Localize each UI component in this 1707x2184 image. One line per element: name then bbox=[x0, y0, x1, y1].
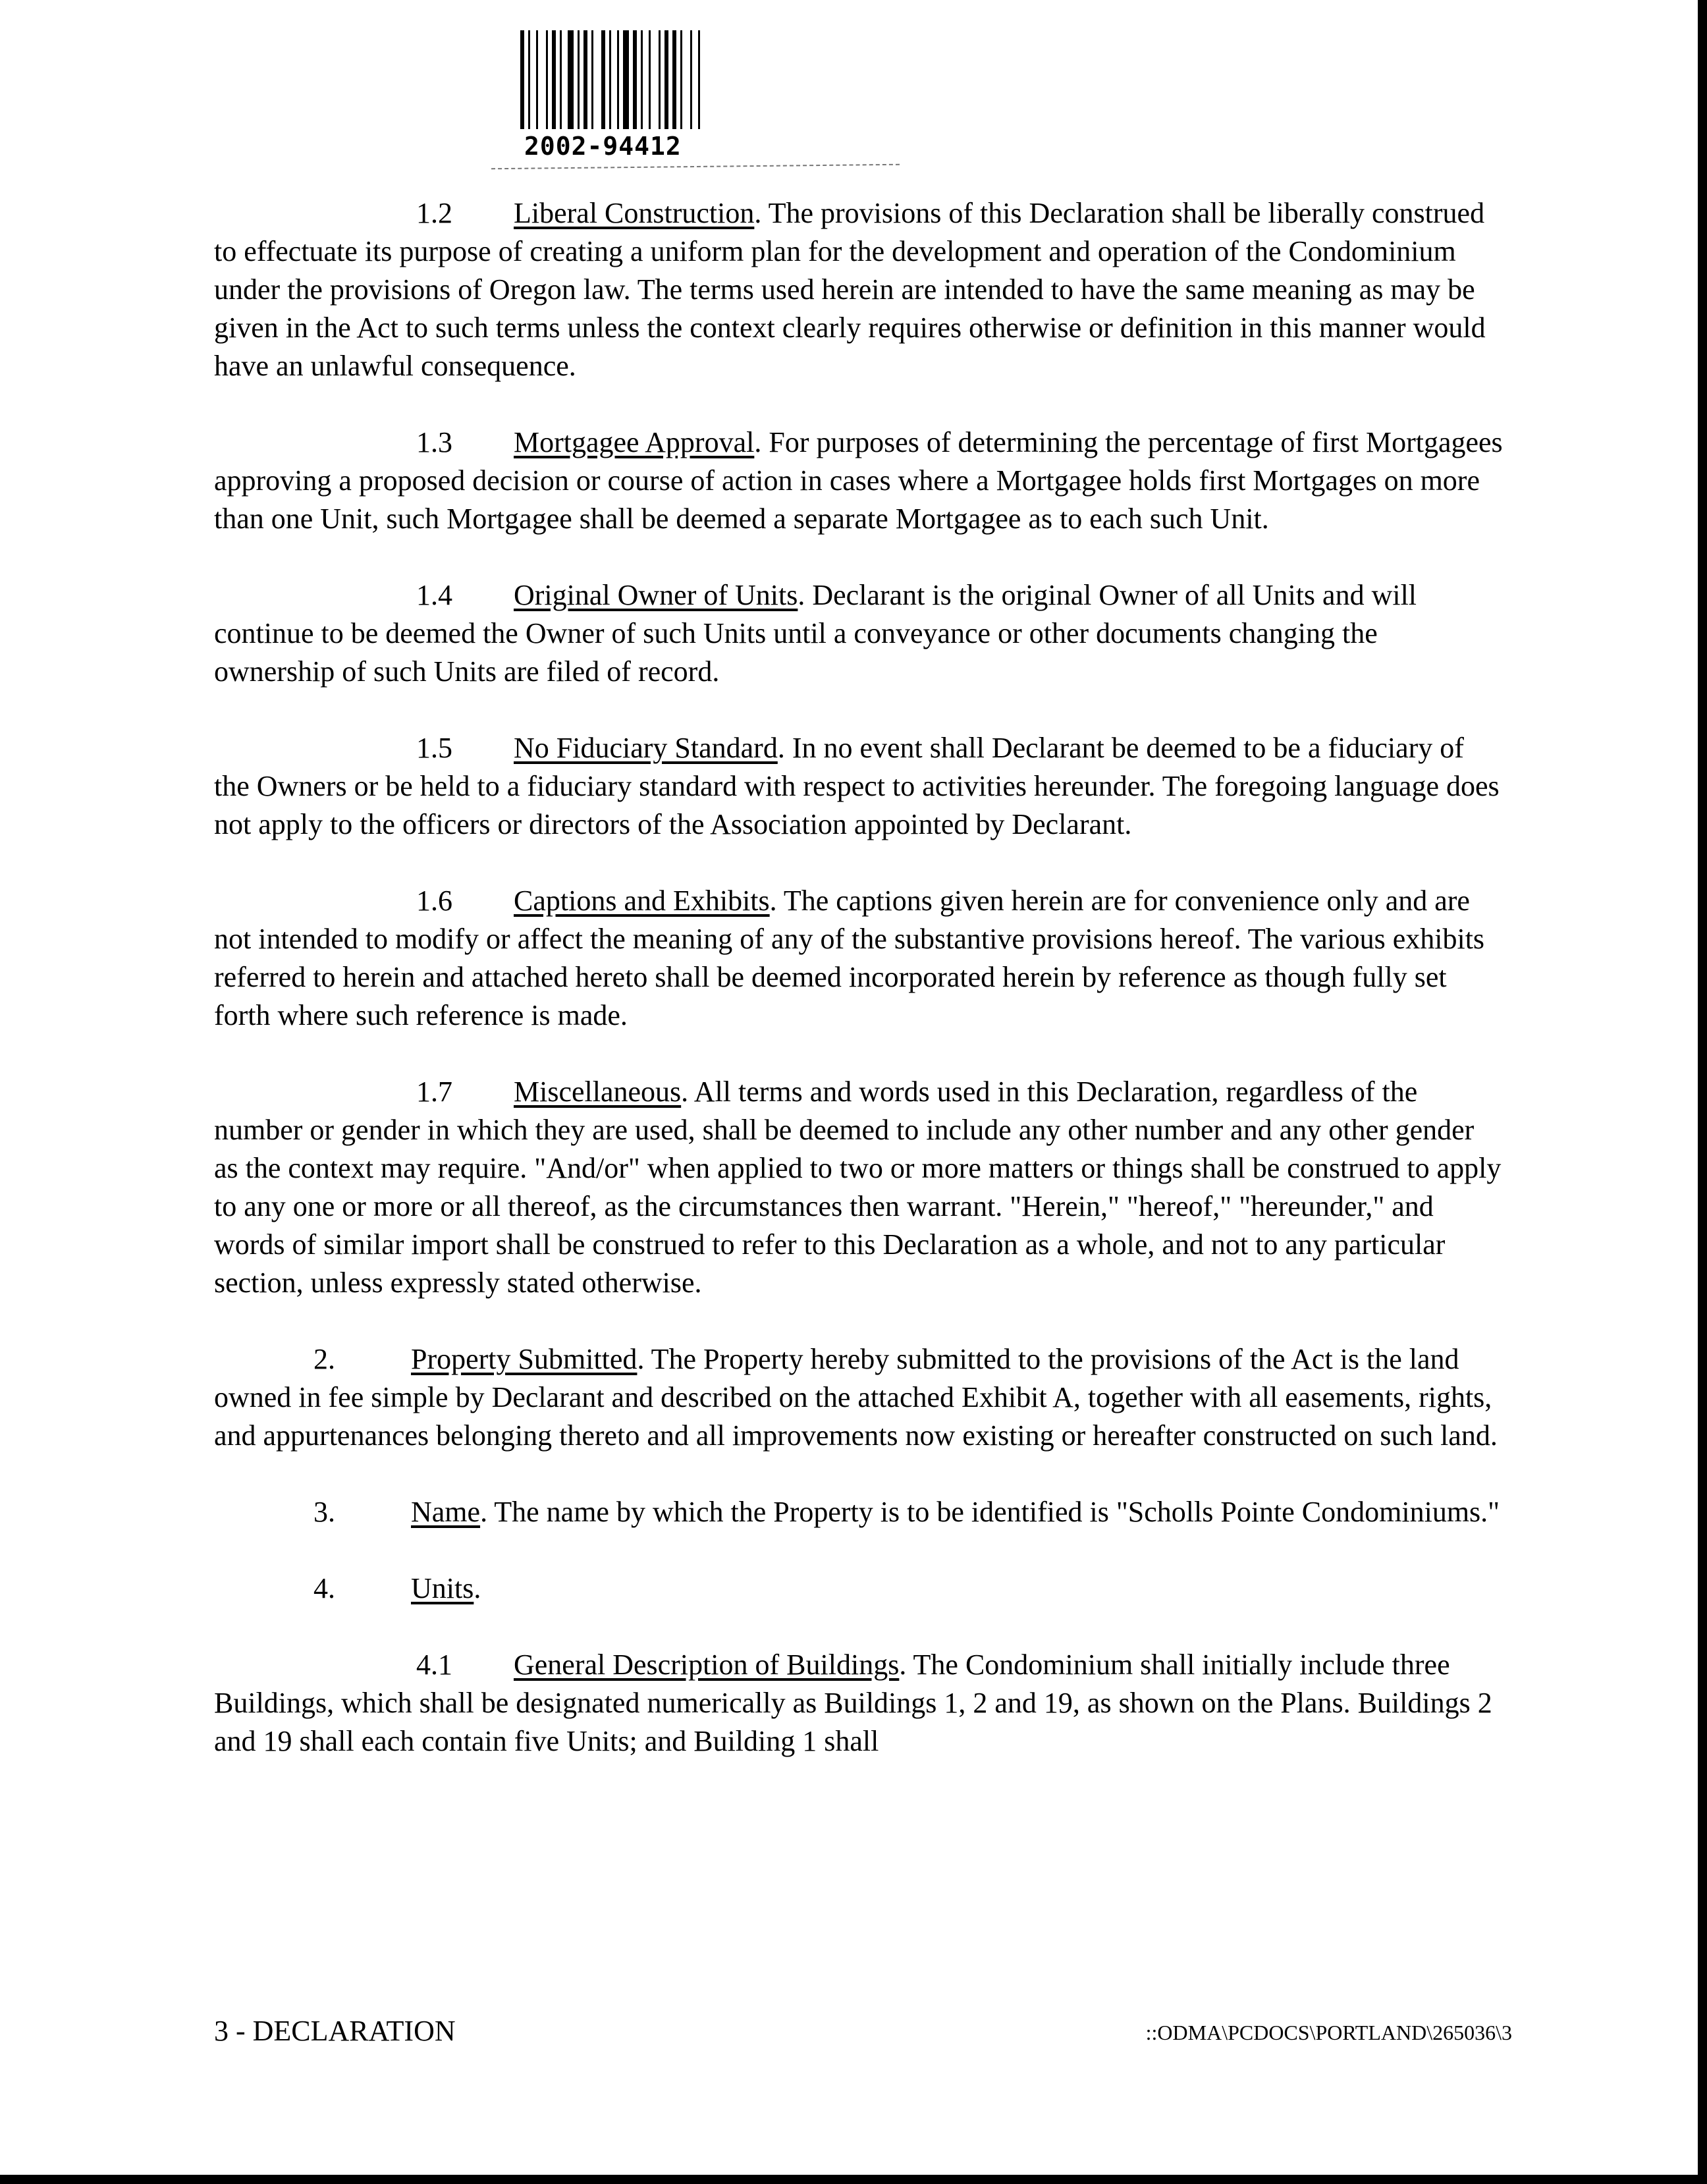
section-number: 4. bbox=[313, 1572, 335, 1604]
section-text: . The provisions of this Declaration shall be liberally construed to effectuate its purpose of creating a uniform plan for the development and operation of the Condominium under the provisions of Oregon law. The terms used herein are intended to have the same meaning as may be given in the Act to such terms unless the context clearly requires otherwise or definition in this manner would have an unlawful consequence. bbox=[214, 197, 1486, 382]
section-heading: General Description of Buildings bbox=[514, 1649, 900, 1681]
section-heading: No Fiduciary Standard bbox=[514, 732, 778, 764]
footer-doc-path: ::ODMA\PCDOCS\PORTLAND\265036\3 bbox=[1145, 2021, 1512, 2044]
section-text: . The name by which the Property is to be identified is "Scholls Pointe Condominiums." bbox=[480, 1496, 1500, 1528]
section-text: . The Property hereby submitted to the provisions of the Act is the land owned in fee simple by Declarant and described on the attached Exhibit A, together with all easements, rights, and appurtenances belonging thereto and all improvements now existing or hereafter constructed on such land. bbox=[214, 1343, 1498, 1452]
section-text: . Declarant is the original Owner of all Units and will continue to be deemed the Owner of such Units until a conveyance or other documents changing the ownership of such Units are filed of record. bbox=[214, 579, 1417, 688]
section-heading: Mortgagee Approval bbox=[514, 426, 755, 458]
section-heading: Miscellaneous bbox=[514, 1076, 682, 1108]
section-number: 1.5 bbox=[416, 732, 452, 764]
section-number: 4.1 bbox=[416, 1649, 452, 1681]
document-body bbox=[214, 194, 1505, 1799]
footer-page-label: 3 - DECLARATION bbox=[214, 2015, 456, 2047]
section-2 bbox=[214, 1340, 1505, 1455]
section-1-5 bbox=[214, 729, 1505, 844]
section-text: . All terms and words used in this Declaration, regardless of the number or gender in which they are used, shall be deemed to include any other number and any other gender as the context may require. "And/or" when applied to two or more matters or things shall be construed to apply to any one or more or all thereof, as the circumstances then warrant. "Herein," "hereof," "hereunder," and words of similar import shall be construed to refer to this Declaration as a whole, and not to any particular section, unless expressly stated otherwise. bbox=[214, 1076, 1502, 1299]
section-heading: Captions and Exhibits bbox=[514, 885, 770, 917]
section-4 bbox=[214, 1570, 1505, 1608]
section-text: . For purposes of determining the percentage of first Mortgagees approving a proposed decision or course of action in cases where a Mortgagee holds first Mortgages on more than one Unit, such Mortgagee shall be deemed a separate Mortgagee as to each such Unit. bbox=[214, 426, 1503, 535]
section-1-3 bbox=[214, 423, 1505, 538]
section-1-6 bbox=[214, 882, 1505, 1035]
section-3 bbox=[214, 1493, 1505, 1531]
section-number: 3. bbox=[313, 1496, 335, 1528]
section-number: 1.4 bbox=[416, 579, 452, 611]
section-1-7 bbox=[214, 1073, 1505, 1302]
section-text: . The Condominium shall initially include three Buildings, which shall be designated numerically as Buildings 1, 2 and 19, as shown on the Plans. Buildings 2 and 19 shall each contain five Units; and Building 1 shall bbox=[214, 1649, 1492, 1757]
section-heading: Original Owner of Units bbox=[514, 579, 798, 611]
section-text: . bbox=[474, 1572, 481, 1604]
section-heading: Name bbox=[411, 1496, 481, 1528]
section-heading: Liberal Construction bbox=[514, 197, 755, 229]
section-number: 1.2 bbox=[416, 197, 452, 229]
section-number: 1.7 bbox=[416, 1076, 452, 1108]
section-text: . In no event shall Declarant be deemed to be a fiduciary of the Owners or be held to a fiduciary standard with respect to activities hereunder. The foregoing language does not apply to the officers or directors of the Association appointed by Declarant. bbox=[214, 732, 1500, 840]
section-number: 1.6 bbox=[416, 885, 452, 917]
barcode-bars-icon bbox=[518, 26, 821, 138]
section-4-1 bbox=[214, 1646, 1505, 1761]
barcode-number: 2002-94412 bbox=[524, 132, 682, 161]
barcode bbox=[518, 26, 821, 165]
section-number: 1.3 bbox=[416, 426, 452, 458]
section-heading: Units bbox=[411, 1572, 474, 1604]
section-1-2 bbox=[214, 194, 1505, 385]
section-1-4 bbox=[214, 576, 1505, 691]
section-number: 2. bbox=[313, 1343, 335, 1375]
section-text: . The captions given herein are for convenience only and are not intended to modify or affect the meaning of any of the substantive provisions hereof. The various exhibits referred to herein and attached hereto shall be deemed incorporated herein by reference as though fully set forth where such reference is made. bbox=[214, 885, 1485, 1031]
section-heading: Property Submitted bbox=[411, 1343, 637, 1375]
